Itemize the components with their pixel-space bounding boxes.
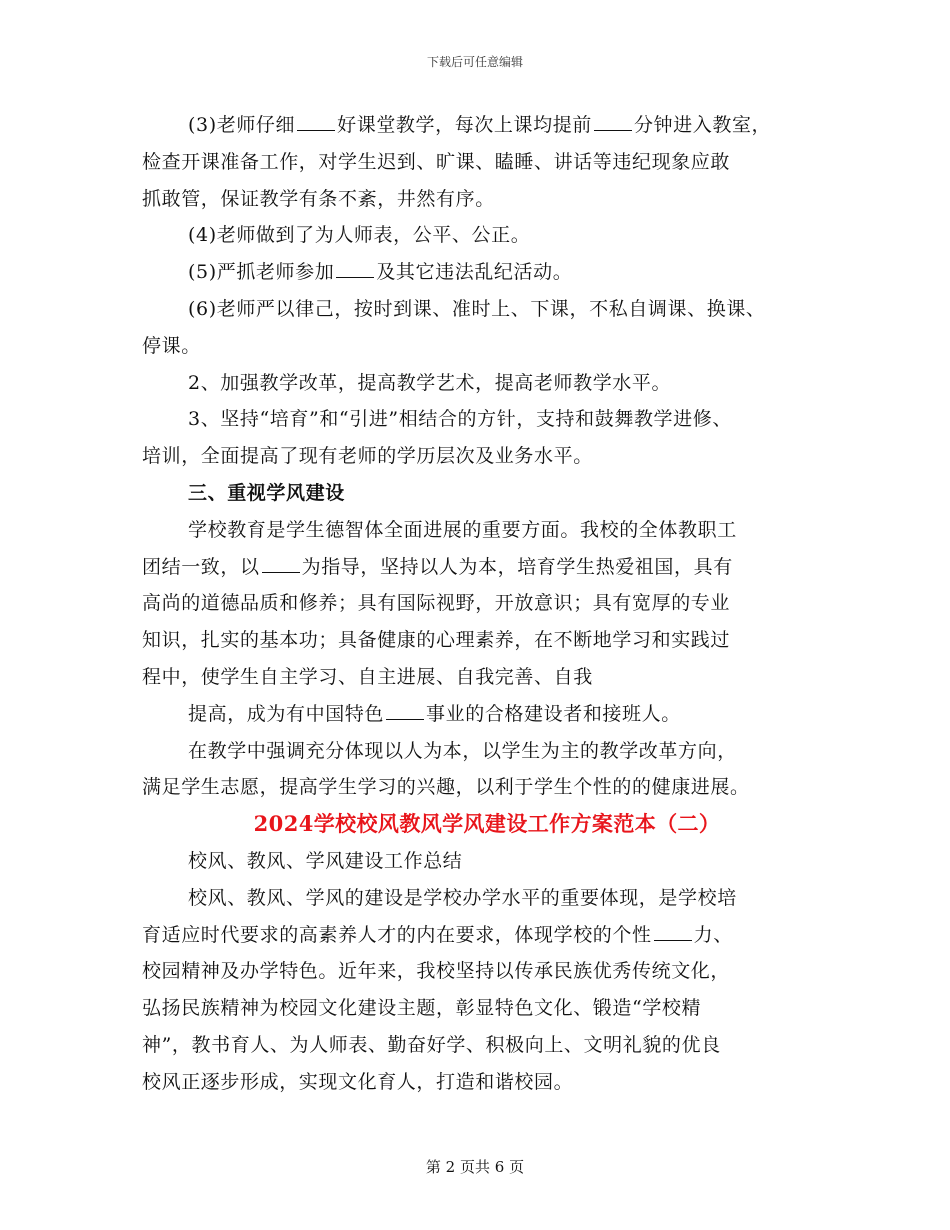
text: 力、 (693, 923, 733, 946)
text: 好课堂教学，每次上课均提前 (337, 114, 592, 136)
paragraph-line: 知识，扎实的基本功；具备健康的心理素养，在不断地学习和实践过 (142, 629, 731, 652)
text: 育适应时代要求的高素养人才的内在要求，体现学校的个性 (142, 923, 652, 946)
text: 为指导，坚持以人为本，培育学生热爱祖国，具有 (301, 555, 733, 578)
paragraph-line: 培训，全面提高了现有老师的学历层次及业务水平。 (142, 445, 593, 468)
page-header: 下载后可任意编辑 (426, 55, 523, 69)
paragraph-line: 高尚的道德品质和修养；具有国际视野，开放意识；具有宽厚的专业 (142, 592, 731, 615)
paragraph-line: 校风正逐步形成，实现文化育人，打造和谐校园。 (142, 1070, 574, 1093)
fill-blank (654, 920, 692, 941)
text: (3)老师仔细 (188, 114, 296, 136)
text: (5)严抓老师参加 (188, 261, 335, 284)
fill-blank (336, 257, 374, 278)
fill-blank (262, 552, 300, 573)
paragraph-line: 2、加强教学改革，提高教学艺术，提高老师教学水平。 (188, 371, 672, 394)
text: 及其它违法乱纪活动。 (376, 261, 573, 284)
fill-blank (297, 110, 335, 131)
paragraph-line (142, 107, 832, 144)
paragraph-line: 停课。 (142, 334, 201, 357)
paragraph-line: 3、坚持“培育”和“引进”相结合的方针，支持和鼓舞教学进修、 (188, 408, 732, 431)
paragraph-line (142, 549, 832, 586)
paragraph-line: 校园精神及办学特色。近年来，我校坚持以传承民族优秀传统文化， (142, 960, 731, 983)
fill-blank (594, 110, 632, 131)
text: 团结一致，以 (142, 555, 260, 578)
section-heading: 三、重视学风建设 (188, 481, 345, 504)
paragraph-line: 在教学中强调充分体现以人为本，以学生为主的教学改革方向， (188, 739, 737, 762)
paragraph-line (142, 696, 832, 733)
fill-blank (386, 699, 424, 720)
paragraph-line: (6)老师严以律己，按时到课、准时上、下课，不私自调课、换课、 (188, 297, 766, 320)
paragraph-line: 满足学生志愿，提高学生学习的兴趣，以利于学生个性的的健康进展。 (142, 776, 750, 799)
paragraph-line: 检查开课准备工作，对学生迟到、旷课、瞌睡、讲话等违纪现象应敢 (142, 150, 731, 173)
paragraph-line: 校风、教风、学风建设工作总结 (188, 849, 463, 872)
paragraph-line: 弘扬民族精神为校园文化建设主题，彰显特色文化、锻造“学校精 (142, 997, 702, 1020)
paragraph-line: 校风、教风、学风的建设是学校办学水平的重要体现，是学校培 (188, 886, 737, 909)
text: 分钟进入教室， (633, 114, 772, 136)
paragraph-line: 抓敢管，保证教学有条不紊，井然有序。 (142, 187, 495, 210)
paragraph-line (142, 917, 832, 954)
paragraph-line: 程中，使学生自主学习、自主进展、自我完善、自我 (142, 665, 593, 688)
paragraph-line: (4)老师做到了为人师表，公平、公正。 (188, 224, 531, 247)
document-title: 2024学校校风教风学风建设工作方案范本（二） (253, 811, 721, 837)
text: 提高，成为有中国特色 (188, 702, 385, 725)
page-footer: 第 2 页共 6 页 (425, 1158, 525, 1176)
paragraph-line: 学校教育是学生德智体全面进展的重要方面。我校的全体教职工 (188, 518, 737, 541)
text: 事业的合格建设者和接班人。 (426, 702, 681, 725)
paragraph-line (142, 254, 832, 291)
document-body (142, 107, 832, 1101)
paragraph-line: 神”，教书育人、为人师表、勤奋好学、积极向上、文明礼貌的优良 (142, 1033, 721, 1056)
